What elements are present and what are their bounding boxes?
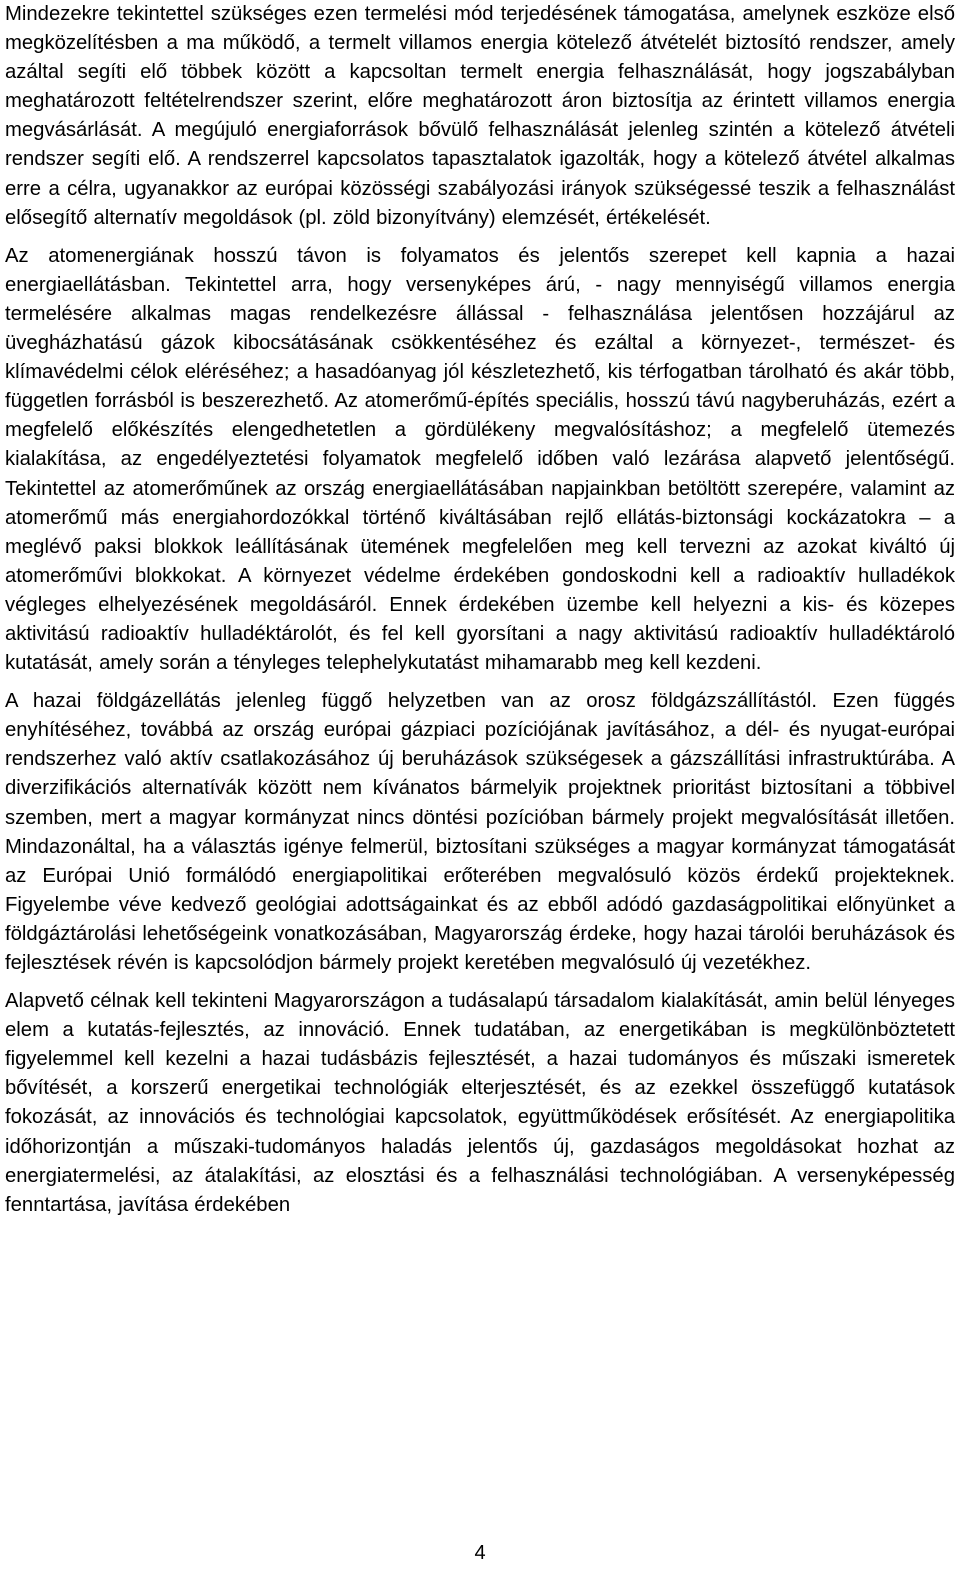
paragraph-cogeneration: Mindezekre tekintettel szükséges ezen termelési mód terjedésének támogatása, amelynek eszköze első megközelítésben a ma működő, a termelt villamos energia kötelező átvételét biztosító rendszer, amely azáltal segíti elő többek között a kapcsoltan termelt energia felhasználását, hogy jogszabályban meghatározott feltételrendszer szerint, előre meghatározott áron biztosítja az érintett villamos energia megvásárlását. A megújuló energiaforrások bővülő felhasználását jelenleg szintén a kötelező átvételi rendszer segíti elő. A rendszerrel kapcsolatos tapasztalatok igazolták, hogy a kötelező átvétel alkalmas erre a célra, ugyanakkor az európai közösségi szabályozási irányok szükségessé teszik a felhasználást elősegítő alternatív megoldások (pl. zöld bizonyítvány) elemzését, értékelését. [5,3,955,229]
document-body [5,0,955,1220]
page-number: 4 [474,1542,486,1564]
paragraph-research-innovation: Alapvető célnak kell tekinteni Magyarországon a tudásalapú társadalom kialakítását, amin belül lényeges elem a kutatás-fejlesztés, az innováció. Ennek tudatában, az energetikában is megkülönböztetett figyelemmel kell kezelni a hazai tudásbázis fejlesztését, a hazai tudományos és műszaki ismeretek bővítését, a korszerű energetikai technológiák elterjesztését, és az ezekkel összefüggő kutatások fokozását, az innovációs és technológiai kapcsolatok, együttműködések erősítését. Az energiapolitika időhorizontján a műszaki-tudományos haladás jelentős új, gazdaságos megoldásokat hozhat az energiatermelési, az átalakítási, az elosztási és a felhasználási technológiában. A versenyképesség fenntartása, javítása érdekében [5,990,955,1216]
paragraph-nuclear-energy: Az atomenergiának hosszú távon is folyamatos és jelentős szerepet kell kapnia a hazai energiaellátásban. Tekintettel arra, hogy versenyképes árú, - nagy mennyiségű villamos energia termelésére alkalmas magas rendelkezésre állással - felhasználása jelentősen hozzájárul az üvegházhatású gázok kibocsátásának csökkentéséhez és ezáltal a környezet-, természet- és klímavédelmi célok eléréséhez; a hasadóanyag jól készletezhető, kis térfogatban tárolható és akár több, független forrásból is beszerezhető. Az atomerőmű-építés speciális, hosszú távú nagyberuházás, ezért a megfelelő előkészítés elengedhetetlen a gördülékeny megvalósításhoz; a megfelelő ütemezés kialakítása, az engedélyeztetési folyamatok megfelelő időben való lezárása alapvető jelentőségű. Tekintettel az atomerőműnek az ország energiaellátásában napjainkban betöltött szerepére, valamint az atomerőmű más energiahordozókkal történő kiváltásában rejlő ellátás-biztonsági kockázatokra – a meglévő paksi blokkok leállításának ütemének megfelelően meg kell tervezni az azokat kiváltó új atomerőművi blokkokat. A környezet védelme érdekében gondoskodni kell a radioaktív hulladékok végleges elhelyezésének megoldásáról. Ennek érdekében üzembe kell helyezni a kis- és közepes aktivitású radioaktív hulladéktárolót, és fel kell gyorsítani a nagy aktivitású radioaktív hulladéktároló kutatását, amely során a tényleges telephelykutatást mihamarabb meg kell kezdeni. [5,244,955,675]
paragraph-natural-gas-supply: A hazai földgázellátás jelenleg függő helyzetben van az orosz földgázszállítástól. Ezen függés enyhítéséhez, továbbá az ország európai gázpiaci pozíciójának javításához, a dél- és nyugat-európai rendszerhez való aktív csatlakozásához új beruházások szükségesek a gázszállítási infrastruktúrába. A diverzifikációs alternatívák között nem kívánatos bármelyik projektnek prioritást biztosítani a többivel szemben, mert a magyar kormányzat nincs döntési pozícióban bármely projekt megvalósítását illetően. Mindazonáltal, ha a választás igénye felmerül, biztosítani szükséges a magyar kormányzat támogatását az Európai Unió formálódó energiapolitikai erőterében megvalósuló közös érdekű projekteknek. Figyelembe véve kedvező geológiai adottságainkat és az ebből adódó gazdaságpolitikai előnyünket a földgáztárolási lehetőségeink vonatkozásában, Magyarország érdeke, hogy hazai tárolói beruházások és fejlesztések révén is kapcsolódjon bármely projekt keretében megvalósuló új vezetékhez. [5,690,955,974]
